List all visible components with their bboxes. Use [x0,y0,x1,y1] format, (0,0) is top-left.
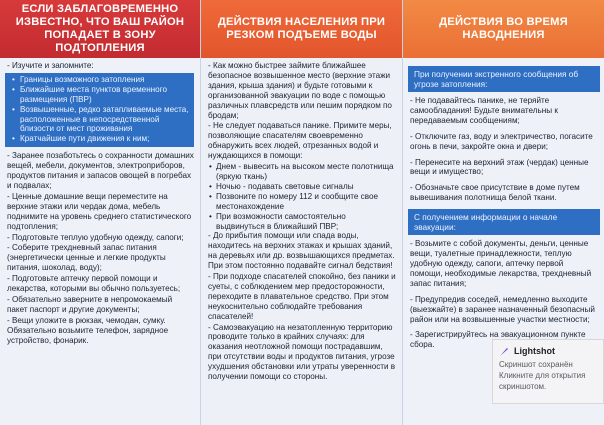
column-2-paragraph: - При подходе спасателей спокойно, без паники и суеты, с соблюдением мер предосторожности, переходите в плавательное средство. При этом неукоснительно соблюдайте требования спасателей! [208,272,396,321]
notification-title-row [499,346,597,357]
column-advance-warning [0,0,200,425]
column-1-paragraph: - Вещи уложите в рюкзак, чемодан, сумку. Обязательно возьмите телефон, зарядное устройство, фонарик. [7,315,169,345]
signal-bullet: • При возможности самостоятельно выдвинуться в ближайший ПВР; [208,212,396,232]
column-3-body [403,58,604,350]
column-3-paragraph: - Возьмите с собой документы, деньги, ценные вещи, туалетные принадлежности, теплую удобную одежду, сапоги, аптечку первой помощи, необходимые лекарства, трехдневный запас питания; [410,239,592,288]
column-1-paragraph: - Заранее позаботьтесь о сохранности домашних вещей, мебели, документов, электроприборов, продуктов питания и запасов овощей в погребах и подвалах; [7,151,194,190]
lightshot-feather-icon [499,347,509,357]
memorize-box [5,73,194,147]
lightshot-notification[interactable] [492,339,604,404]
column-3-paragraph: - Отключите газ, воду и электричество, погасите огонь в печи, закройте окна и двери; [410,131,593,151]
column-1-header: ЕСЛИ ЗАБЛАГОВРЕМЕННО ИЗВЕСТНО, ЧТО ВАШ РАЙОН ПОПАДАЕТ В ЗОНУ ПОДТОПЛЕНИЯ [0,0,200,58]
column-3-paragraph: - Предупредив соседей, немедленно выходите (выезжайте) в заранее назначенный безопасный район или на возвышенные участки местности; [410,294,595,324]
notification-line: скриншотом. [499,382,547,391]
column-1-paragraph: - Обязательно заверните в непромокаемый пакет паспорт и другие документы; [7,294,173,314]
column-2-paragraph: - До прибытия помощи или спада воды, находитесь на верхних этажах и крышах зданий, на деревьях или др. возвышающихся предметах. При этом постоянно подавайте сигнал бедствия! [208,231,395,271]
column-2-body [201,58,402,382]
column-3-paragraph: - Не подавайтесь панике, не теряйте самообладания! Будьте внимательны к передаваемым сообщениям; [410,96,558,125]
column-1-paragraph: - Подготовьте теплую удобную одежду, сапоги; [7,232,184,242]
column-1-paragraph: - Соберите трехдневный запас питания (энергетически ценные и легкие продукты питания, шоколад, воду); [7,243,166,273]
memorize-item: • Границы возможного затопления [12,75,189,85]
column-1-intro: - Изучите и запомните: [7,61,94,70]
column-3-header: ДЕЙСТВИЯ ВО ВРЕМЯ НАВОДНЕНИЯ [403,0,604,58]
column-1-paragraph: - Подготовьте аптечку первой помощи и лекарства, которыми вы обычно пользуетесь; [7,274,181,294]
signal-bullet: • Позвоните по номеру 112 и сообщите свое местонахождение [208,192,396,212]
alert-box: При получении экстренного сообщения об угрозе затопления: [408,66,600,92]
column-2-header: ДЕЙСТВИЯ НАСЕЛЕНИЯ ПРИ РЕЗКОМ ПОДЪЕМЕ ВОДЫ [201,0,402,58]
column-3-paragraph: - Зарегистрируйтесь на эвакуационном пункте сбора. [410,330,586,350]
column-sudden-rise [200,0,402,425]
notification-line: Кликните для открытия [499,371,586,380]
column-1-paragraph: - Ценные домашние вещи переместите на верхние этажи или чердак дома, мебель поднимите на уровень среднего статистического подтопления; [7,191,192,231]
notification-line: Скриншот сохранён [499,360,573,369]
memorize-item: • Ближайшие места пунктов временного размещения (ПВР) [12,85,189,105]
memorize-item: • Кратчайшие пути движения к ним; [12,134,189,144]
column-2-paragraph: - Не следует подаваться панике. Примите меры, позволяющие спасателям своевременно обнаружить всех людей, отрезанных водой и нуждающихся в помощи: [208,121,392,161]
memorize-item: • Возвышенные, редко затапливаемые места, расположенные в непосредственной близости от мест проживания [12,105,189,135]
column-3-paragraph: - Перенесите на верхний этаж (чердак) ценные вещи и имущество; [410,157,589,177]
evacuation-box: С получением информации о начале эвакуации: [408,209,600,235]
column-1-body [0,58,200,345]
notification-title: Lightshot [514,346,555,356]
column-2-paragraph: - Как можно быстрее займите ближайшее безопасное возвышенное место (верхние этажи здания, крыша здания) и будьте готовыми к организованной эвакуации по воде с помощью различных плавсредств или пешим порядком по бродам; [208,61,392,120]
column-3-paragraph: - Обозначьте свое присутствие в доме путем вывешивания полотнища белой ткани. [410,183,580,203]
signal-bullet: • Ночью - подавать световые сигналы [208,182,396,192]
column-2-paragraph: - Самоэвакуацию на незатопленную территорию проводите только в крайних случаях: для оказания неотложной помощи пострадавшим, при отсутствии воды и продуктов питания, угрозе ухудшения обстановки или утраты уверенности в получении помощи со стороны. [208,322,396,382]
signal-bullet: • Днем - вывесить на высоком месте полотнища (яркую ткань) [208,162,396,182]
